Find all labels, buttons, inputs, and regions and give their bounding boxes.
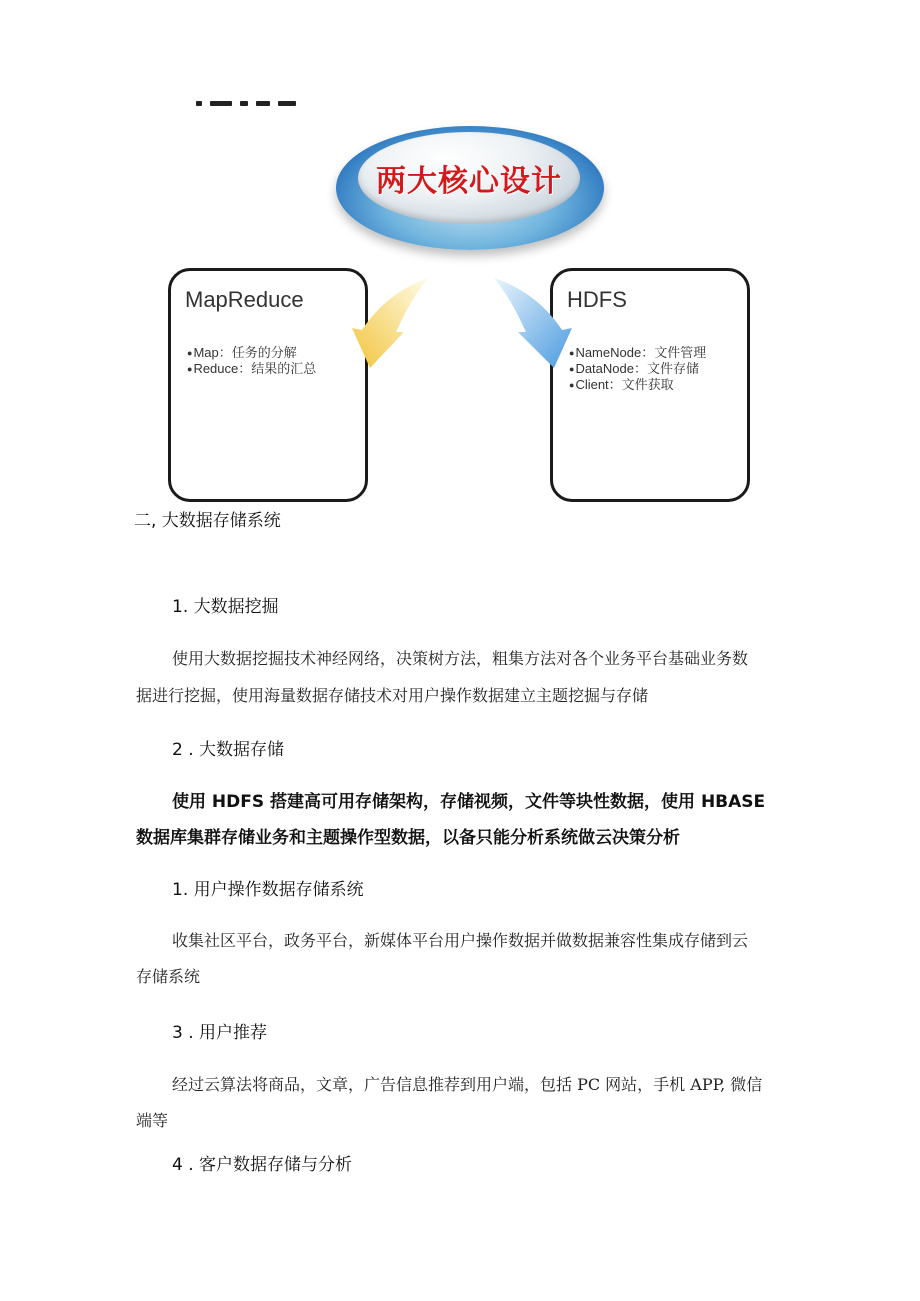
left-curved-arrow-icon [340, 270, 450, 380]
item-heading: 3 . 用户推荐 [172, 1023, 268, 1043]
list-item: ● Reduce：结果的汇总 [187, 361, 316, 377]
diagram-title: 两大核心设计 [376, 164, 562, 199]
item-heading: 2 . 大数据存储 [172, 740, 285, 760]
paragraph-line: 端等 [136, 1111, 169, 1130]
paragraph-line: 使用 HDFS 搭建高可用存储架构，存储视频，文件等块性数据，使用 HBASE [172, 792, 766, 812]
paragraph-line: 经过云算法将商品，文章，广告信息推荐到用户端，包括 PC 网站，手机 APP, 微信 [172, 1075, 763, 1094]
hadoop-core-diagram [160, 120, 760, 510]
list-item: ● DataNode：文件存储 [569, 361, 706, 377]
mapreduce-title: MapReduce [185, 287, 304, 312]
paragraph-line: 收集社区平台，政务平台，新媒体平台用户操作数据并做数据兼容性集成存储到云 [172, 931, 749, 950]
hdfs-title: HDFS [567, 287, 627, 312]
scan-artifact [196, 98, 296, 108]
mapreduce-box [168, 268, 368, 502]
list-item: ● Map：任务的分解 [187, 345, 316, 361]
item-heading: 1. 大数据挖掘 [172, 597, 279, 617]
paragraph-line: 据进行挖掘，使用海量数据存储技术对用户操作数据建立主题挖掘与存储 [136, 686, 649, 705]
list-item: ● Client：文件获取 [569, 377, 706, 393]
list-item: ● NameNode：文件管理 [569, 345, 706, 361]
item-heading: 4 . 客户数据存储与分析 [172, 1155, 353, 1175]
mapreduce-list [187, 345, 316, 377]
paragraph-line: 数据库集群存储业务和主题操作型数据，以备只能分析系统做云决策分析 [136, 828, 680, 848]
section-heading: 二, 大数据存储系统 [134, 511, 281, 531]
item-heading: 1. 用户操作数据存储系统 [172, 880, 364, 900]
paragraph-line: 存储系统 [136, 967, 201, 986]
title-oval-core [358, 132, 580, 224]
right-curved-arrow-icon [480, 270, 590, 380]
paragraph-line: 使用大数据挖掘技术神经网络，决策树方法，粗集方法对各个业务平台基础业务数 [172, 649, 749, 668]
